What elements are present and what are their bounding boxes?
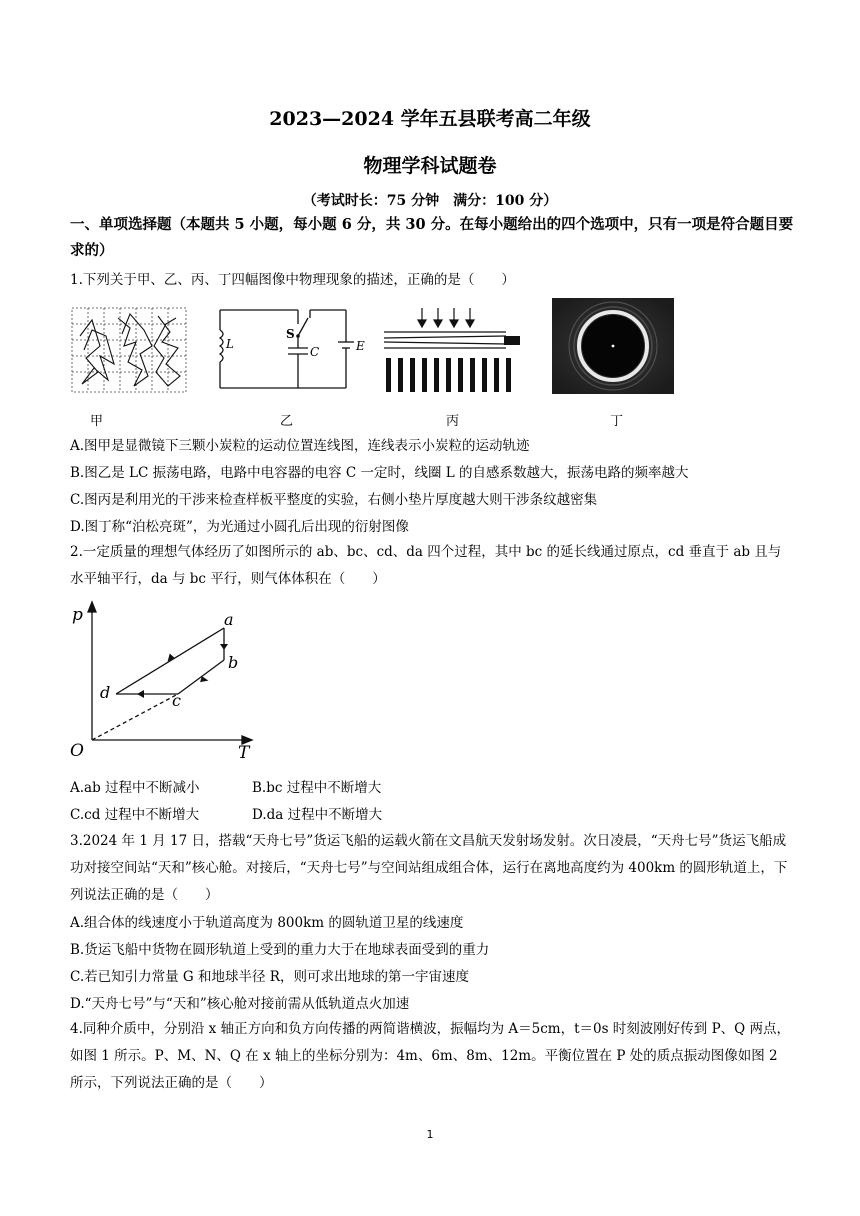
figure-brownian-motion — [70, 306, 188, 394]
exam-subject-title: 物理学科试题卷 — [363, 155, 497, 177]
question-1-option-a: A.图甲是显微镜下三颗小炭粒的运动位置连线图，连线表示小炭粒的运动轨迹 — [70, 438, 530, 454]
question-2-option-c: C.cd 过程中不断增大 — [70, 807, 200, 823]
question-1-option-c: C.图丙是利用光的干涉来检查样板平整度的实验，右侧小垫片厚度越大则干涉条纹越密集 — [70, 492, 598, 508]
interference-fringes — [386, 358, 511, 392]
question-4-stem: 4.同种介质中，分别沿 x 轴正方向和负方向传播的两简谐横波，振幅均为 A＝5cm，t＝0s 时刻波刚好传到 P、Q 两点，如图 1 所示。P、M、N、Q 在 x 轴上的坐标分别为：4m、6m、8m、12m。平衡位置在 P 处的质点振动图像如图 2 所示，下列说法正确的是（ ） — [70, 1021, 791, 1091]
question-1-option-d: D.图丁称“泊松亮斑”，为光通过小圆孔后出现的衍射图像 — [70, 519, 409, 535]
axis-label-p: p — [72, 605, 83, 625]
figure-interference — [382, 306, 524, 394]
question-2-option-b: B.bc 过程中不断增大 — [252, 780, 382, 796]
point-label-c: c — [172, 691, 181, 710]
figure-poisson-spot — [552, 298, 674, 394]
label-emf-e: E — [356, 339, 365, 353]
page-number: 1 — [426, 1128, 434, 1141]
axis-label-t: T — [238, 743, 250, 760]
question-3-option-a: A.组合体的线速度小于轨道高度为 800km 的圆轨道卫星的线速度 — [70, 915, 464, 931]
question-2-stem: 2.一定质量的理想气体经历了如图所示的 ab、bc、cd、da 四个过程，其中 bc 的延长线通过原点，cd 垂直于 ab 且与水平轴平行，da 与 bc 平行，则气体体积在（ ） — [70, 544, 782, 587]
question-3-option-c: C.若已知引力常量 G 和地球半径 R，则可求出地球的第一宇宙速度 — [70, 969, 469, 985]
figure-label-yi: 乙 — [280, 414, 294, 429]
exam-duration-score: （考试时长：75 分钟 满分：100 分） — [302, 193, 558, 209]
figure-p-t-graph — [66, 600, 266, 760]
label-inductor-l: L — [226, 337, 234, 351]
figure-label-jia: 甲 — [90, 414, 104, 429]
question-2-option-d: D.da 过程中不断增大 — [252, 807, 383, 823]
question-1-stem: 1.下列关于甲、乙、丙、丁四幅图像中物理现象的描述，正确的是（ ） — [70, 272, 515, 288]
origin-label: O — [70, 741, 84, 760]
question-2-option-a: A.ab 过程中不断减小 — [70, 780, 200, 796]
label-capacitor-c: C — [310, 345, 320, 359]
point-label-b: b — [228, 653, 239, 672]
question-3-stem: 3.2024 年 1 月 17 日，搭载“天舟七号”货运飞船的运载火箭在文昌航天发射场发射。次日凌晨，“天舟七号”货运飞船成功对接空间站“天和”核心舱。对接后，“天舟七号”与空间站组成组合体，运行在离地高度约为 400km 的圆形轨道上，下列说法正确的是（ ） — [70, 833, 788, 903]
figure-lc-circuit — [212, 304, 368, 396]
figure-label-ding: 丁 — [610, 414, 624, 429]
question-3-option-b: B.货运飞船中货物在圆形轨道上受到的重力大于在地球表面受到的重力 — [70, 942, 490, 958]
label-switch-s: S — [286, 327, 295, 341]
question-3-option-d: D.“天舟七号”与“天和”核心舱对接前需从低轨道点火加速 — [70, 996, 410, 1012]
point-label-a: a — [224, 610, 234, 629]
question-1-option-b: B.图乙是 LC 振荡电路，电路中电容器的电容 C 一定时，线圈 L 的自感系数越大，振荡电路的频率越大 — [70, 465, 689, 481]
exam-title: 2023—2024 学年五县联考高二年级 — [269, 108, 591, 130]
section-heading: 一、单项选择题（本题共 5 小题，每小题 6 分，共 30 分。在每小题给出的四个选项中，只有一项是符合题目要求的） — [70, 216, 794, 259]
point-label-d: d — [100, 683, 111, 702]
figure-label-bing: 丙 — [446, 414, 460, 429]
